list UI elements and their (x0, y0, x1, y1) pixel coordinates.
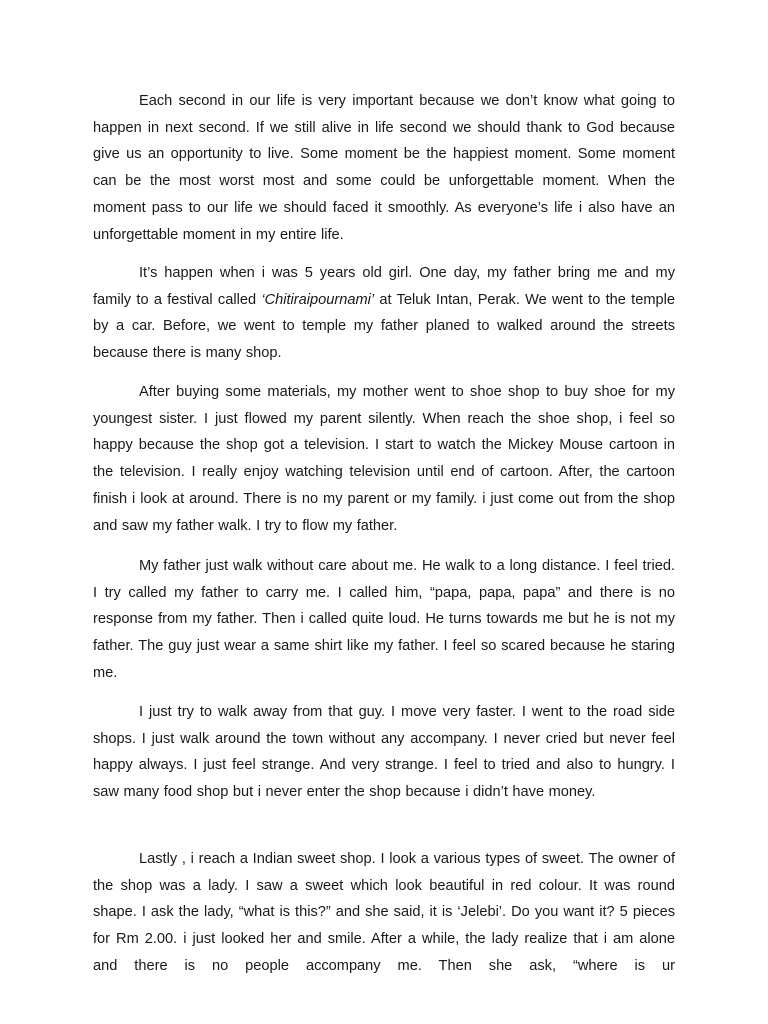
paragraph-4 (93, 553, 675, 687)
paragraph-2 (93, 260, 675, 367)
paragraph-6-text: Lastly , i reach a Indian sweet shop. I look a various types of sweet. The owner of the shop was a lady. I saw a sweet which look beautiful in red colour. It was round shape. I ask the lady, “what is this?” and she said, it is ‘Jelebi’. Do you want it? 5 pieces for Rm 2.00. i just looked her and smile. After a while, the lady realize that i am alone and there is no people accompany me. Then she ask, “where is ur (93, 851, 675, 974)
paragraph-1-text: Each second in our life is very important because we don’t know what going to happen in next second. If we still alive in life second we should thank to God because give us an opportunity to live. Some moment be the happiest moment. Some moment can be the most worst most and some could be unforgettable moment. When the moment pass to our life we should faced it smoothly. As everyone’s life i also have an unforgettable moment in my entire life. (93, 93, 675, 243)
paragraph-2-text-b: at Teluk Intan, Perak. We went to the temple by a car. Before, we went to temple my father planed to walked around the streets because there is many shop. (93, 291, 675, 362)
paragraph-3 (93, 379, 675, 539)
paragraph-4-text: My father just walk without care about me. He walk to a long distance. I feel tried. I try called my father to carry me. I called him, “papa, papa, papa” and there is no response from my father. Then i called quite loud. He turns towards me but he is not my father. The guy just wear a same shirt like my father. I feel so scared because he staring me. (93, 558, 675, 681)
paragraph-6 (93, 846, 675, 980)
paragraph-1 (93, 88, 675, 248)
paragraph-5 (93, 699, 675, 806)
paragraph-5-text: I just try to walk away from that guy. I move very faster. I went to the road side shops. I just walk around the town without any accompany. I never cried but never feel happy always. I just feel strange. And very strange. I feel to tried and also to hungry. I saw many food shop but i never enter the shop because i didn’t have money. (93, 704, 675, 801)
paragraph-3-text: After buying some materials, my mother went to shoe shop to buy shoe for my youngest sister. I just flowed my parent silently. When reach the shoe shop, i feel so happy because the shop got a television. I start to watch the Mickey Mouse cartoon in the television. I really enjoy watching television until end of cartoon. After, the cartoon finish i look at around. There is no my parent or my family. i just come out from the shop and saw my father walk. I try to flow my father. (93, 384, 675, 534)
festival-name-italic: ‘Chitiraipournami’ (261, 291, 375, 308)
paragraph-2-text-a: It’s happen when i was 5 years old girl. One day, my father bring me and my family to a festival called (93, 265, 675, 308)
